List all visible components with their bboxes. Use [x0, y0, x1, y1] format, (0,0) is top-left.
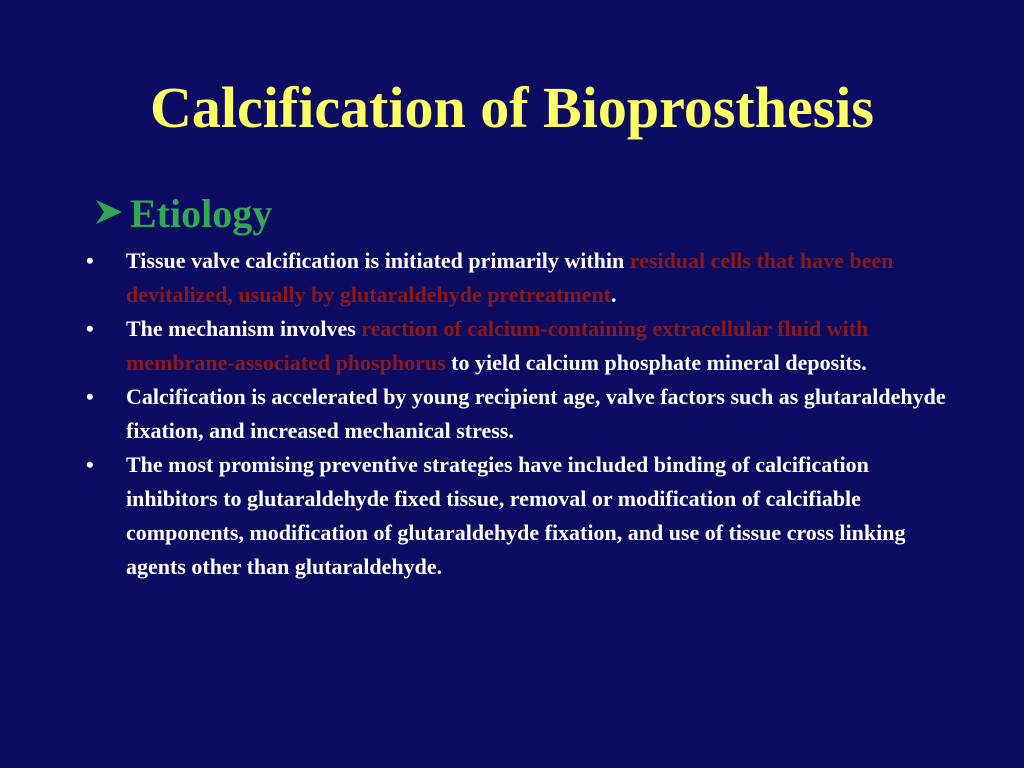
slide-title: Calcification of Bioprosthesis [150, 75, 874, 140]
bullet-2-text-end: to yield calcium phosphate mineral deposits. [445, 350, 867, 375]
bullet-2-highlight: reaction of calcium-containing extracellular fluid with membrane-associated phosphorus [126, 316, 869, 375]
bullet-1-text: Tissue valve calcification is initiated primarily within [126, 248, 630, 273]
bullet-item-2 [86, 312, 946, 380]
bullet-symbol: • [86, 248, 94, 273]
bullet-item-3 [86, 380, 946, 448]
arrow-right-icon [92, 188, 126, 240]
bullet-symbol: • [86, 452, 94, 477]
bullet-symbol: • [86, 384, 94, 409]
bullet-list [86, 244, 946, 584]
bullet-3-text: Calcification is accelerated by young recipient age, valve factors such as glutaraldehyde fixation, and increased mechanical stress. [126, 384, 946, 443]
bullet-1-highlight: residual cells that have been devitalized, usually by glutaraldehyde pretreatment [126, 248, 894, 307]
section-heading [92, 188, 272, 240]
arrow-right-icon-graphic [92, 197, 126, 227]
bullet-4-text: The most promising preventive strategies have included binding of calcification inhibitors to glutaraldehyde fixed tissue, removal or modification of calcifiable components, modification of glutaraldehyde fixation, and use of tissue cross linking agents other than glutaraldehyde. [126, 452, 906, 579]
bullet-1-text-end: . [611, 282, 617, 307]
bullet-symbol: • [86, 316, 94, 341]
bullet-item-4 [86, 448, 946, 584]
section-heading-label: Etiology [130, 191, 273, 236]
bullet-2-text: The mechanism involves [126, 316, 362, 341]
bullet-item-1 [86, 244, 946, 312]
